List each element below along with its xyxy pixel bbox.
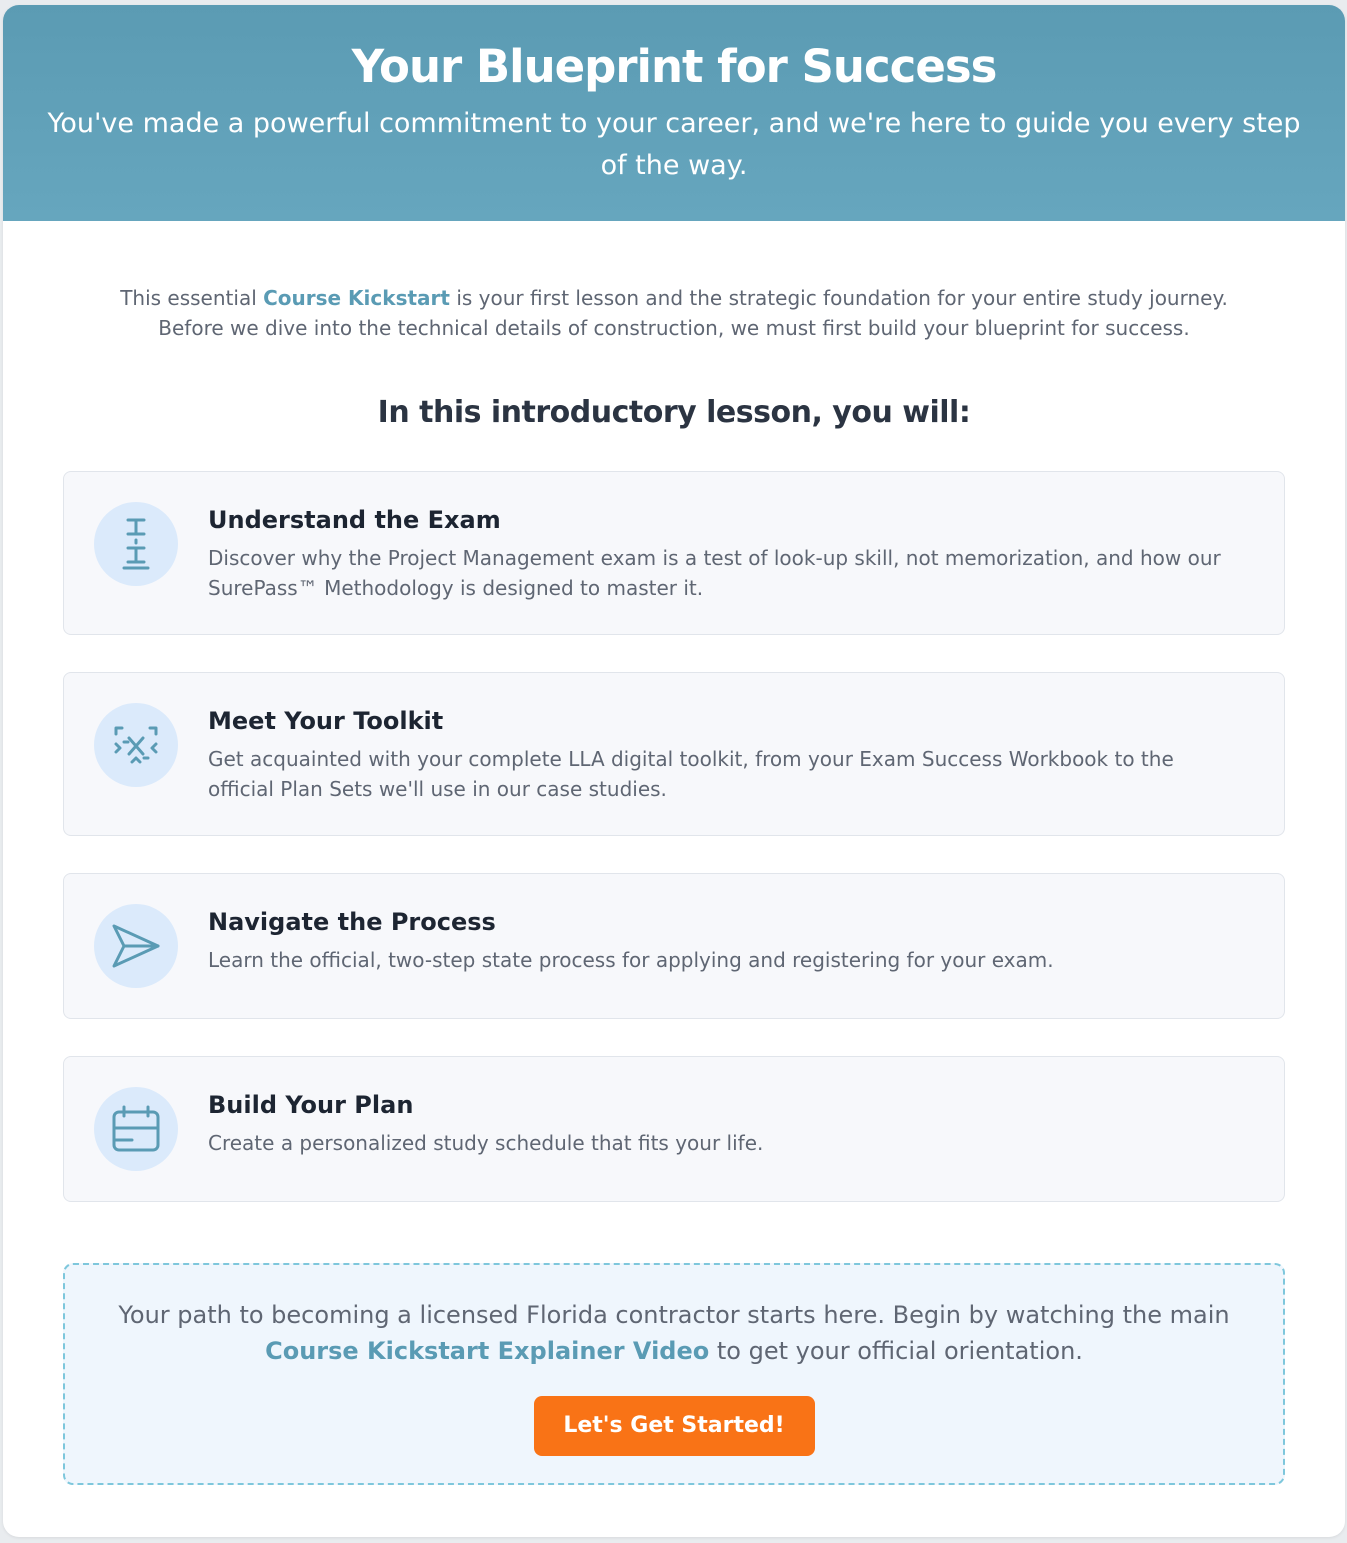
item-title: Navigate the Process — [208, 908, 496, 936]
lesson-item-build-plan — [63, 1056, 1285, 1202]
lesson-heading: In this introductory lesson, you will: — [377, 395, 971, 430]
main-content — [3, 283, 1345, 1485]
lesson-item-understand-exam — [63, 471, 1285, 635]
lesson-item-meet-toolkit — [63, 672, 1285, 836]
content-card — [3, 5, 1345, 1537]
item-title: Understand the Exam — [208, 506, 501, 534]
cta-box — [63, 1263, 1285, 1485]
calendar-icon — [94, 1087, 178, 1171]
item-description: Get acquainted with your complete LLA digital toolkit, from your Exam Success Workbook to the official Plan Sets we'll use in our case studies. — [208, 747, 1174, 801]
navigate-icon — [94, 904, 178, 988]
item-description: Discover why the Project Management exam is a test of look-up skill, not memorization, and how our SurePass™ Methodology is designed to master it. — [208, 546, 1221, 600]
cta-highlight-video: Course Kickstart Explainer Video — [265, 1337, 710, 1365]
intro-text-before: This essential — [120, 286, 264, 310]
toolkit-icon — [94, 703, 178, 787]
item-title: Build Your Plan — [208, 1091, 414, 1119]
item-description: Learn the official, two-step state process for applying and registering for your exam. — [208, 948, 1054, 972]
hero-banner — [3, 5, 1345, 221]
cta-text — [99, 1297, 1249, 1369]
item-title: Meet Your Toolkit — [208, 707, 444, 735]
lesson-item-navigate-process — [63, 873, 1285, 1019]
get-started-button[interactable]: Let's Get Started! — [534, 1396, 815, 1456]
exam-icon — [94, 502, 178, 586]
hero-subtitle: You've made a powerful commitment to your career, and we're here to guide you every step of the way. — [47, 108, 1301, 181]
cta-text-before: Your path to becoming a licensed Florida contractor starts here. Begin by watching the main — [118, 1301, 1230, 1329]
item-description: Create a personalized study schedule that fits your life. — [208, 1131, 764, 1155]
page-title: Your Blueprint for Success — [351, 40, 997, 93]
cta-text-after: to get your official orientation. — [709, 1337, 1083, 1365]
intro-highlight: Course Kickstart — [263, 286, 450, 310]
intro-text-after: is your first lesson and the strategic foundation for your entire study journey. Before we dive into the technical details of construction, we must first build your blueprint for success. — [158, 286, 1228, 340]
intro-paragraph — [94, 283, 1254, 343]
